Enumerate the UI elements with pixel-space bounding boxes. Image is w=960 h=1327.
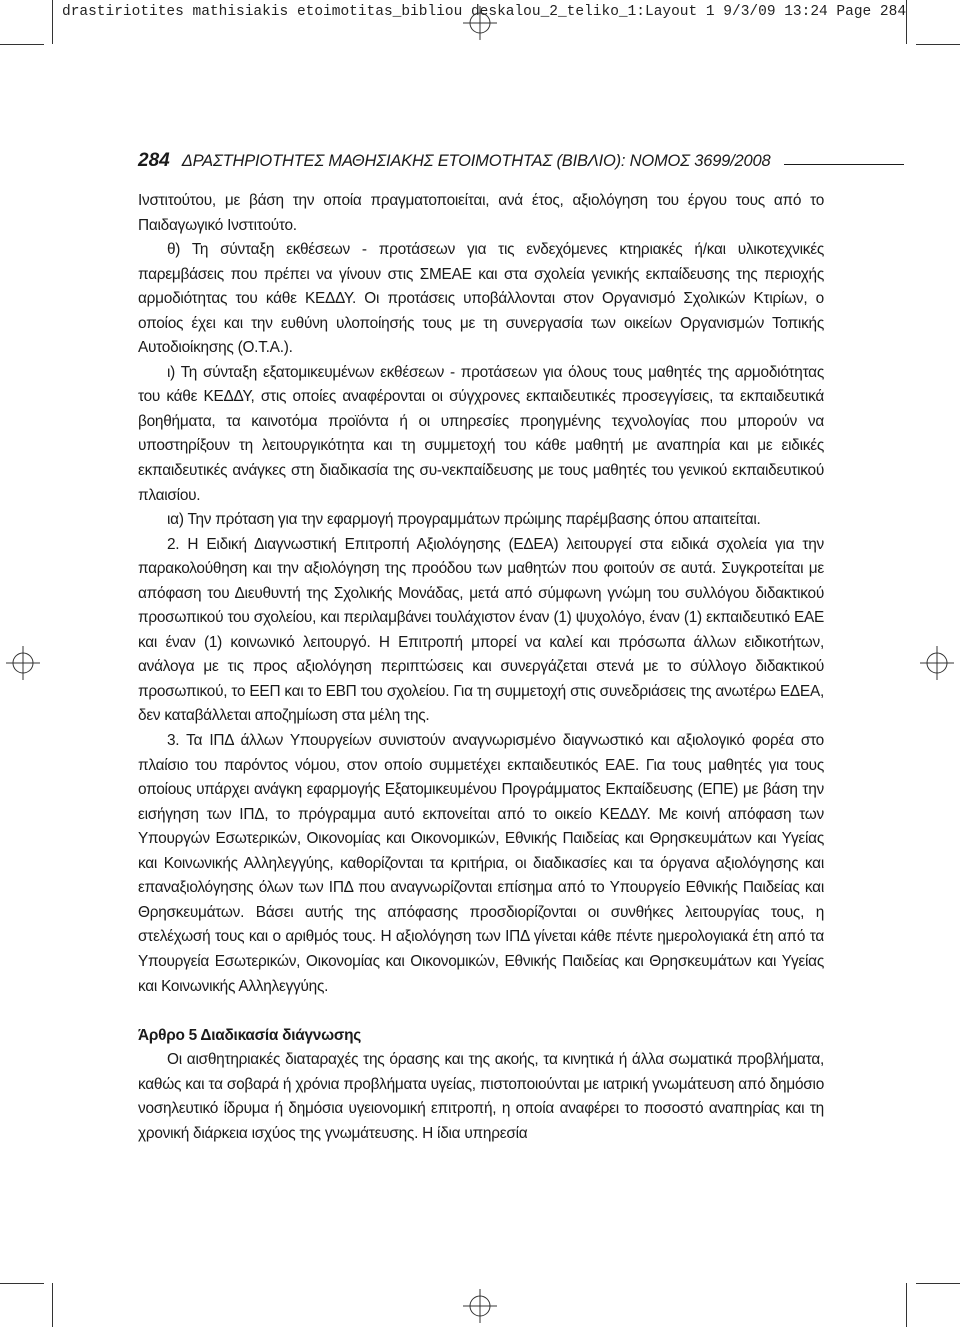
running-header — [138, 149, 904, 173]
crop-mark — [52, 1283, 53, 1327]
paragraph: 2. Η Ειδική Διαγνωστική Επιτροπή Αξιολόγησης (ΕΔΕΑ) λειτουργεί στα ειδικά σχολεία για την παρακολούθηση και την αξιολόγηση της προόδου των μαθητών που φοιτούν σε αυτά. Συγκροτείται με απόφαση του Διευθυντή της Σχολικής Μονάδας, μετά από σύμφωνη γνώμη του συλλόγου διδακτικού προσωπικού του σχολείου, και περιλαμβάνει τουλάχιστον έναν (1) ψυχολόγο, έναν (1) εκπαιδευτικό ΕΑΕ και έναν (1) κοινωνικό λειτουργό. Η Επιτροπή μπορεί να καλεί και πρόσωπα άλλων ειδικοτήτων, ανάλογα με τις προς αξιολόγηση περιπτώσεις και συνεργάζεται στενά με το σύλλογο διδακτικού προσωπικού, το ΕΕΠ και το ΕΒΠ του σχολείου. Για τη συμμετοχή στις συνεδριάσεις της ανωτέρω ΕΔΕΑ, δεν καταβάλλεται αποζημίωση στα μέλη της. — [138, 535, 824, 725]
printer-slug: drastiriotites mathisiakis etoimotitas_bibliou deskalou_2_teliko_1:Layout 1 9/3/09 13:24 Page 284 — [62, 4, 907, 20]
body-text — [138, 189, 824, 1146]
header-title: ΔΡΑΣΤΗΡΙΟΤΗΤΕΣ ΜΑΘΗΣΙΑΚΗΣ ΕΤΟΙΜΟΤΗΤΑΣ (ΒΙΒΛΙΟ): ΝΟΜΟΣ 3699/2008 — [181, 151, 771, 170]
registration-mark-icon — [6, 646, 40, 680]
crop-mark — [916, 1283, 960, 1284]
crop-mark — [916, 44, 960, 45]
crop-mark — [906, 0, 907, 44]
header-rule — [784, 164, 904, 165]
paragraph: ι) Τη σύνταξη εξατομικευμένων εκθέσεων - προτάσεων για όλους τους μαθητές της αρμοδιότητας του κάθε ΚΕΔΔΥ, στις οποίες αναφέρονται οι σύγχρονες εκπαιδευτικές προσεγγίσεις, τα εκπαιδευτικά βοηθήματα, τα καινοτόμα προϊόντα ή οι υπηρεσίες προηγμένης τεχνολογίας που μπορούν να υποστηρίξουν τη λειτουργικότητα και τη συμμετοχή του κάθε μαθητή με αναπηρία και με ειδικές εκπαιδευτικές ανάγκες στη διαδικασία της συ-νεκπαίδευσης με τους μαθητές του γενικού εκπαιδευτικού πλαισίου. — [138, 363, 824, 504]
paragraph: θ) Τη σύνταξη εκθέσεων - προτάσεων για τις ενδεχόμενες κτηριακές ή/και υλικοτεχνικές παρεμβάσεις που πρέπει να γίνουν στις ΣΜΕΑΕ και στα σχολεία γενικής εκπαίδευσης της περιοχής αρμοδιότητας του κάθε ΚΕΔΔΥ. Οι προτάσεις υποβάλλονται στον Οργανισμό Σχολικών Κτιρίων, ο οποίος έχει και την ευθύνη υλοποίησής τους με τη συνεργασία των οικείων Οργανισμών Τοπικής Αυτοδιοίκησης (Ο.Τ.Α.). — [138, 241, 824, 357]
paragraph: Ινστιτούτου, με βάση την οποία πραγματοποιείται, ανά έτος, αξιολόγηση του έργου τους από το Παιδαγωγικό Ινστιτούτο. — [138, 192, 824, 234]
article-heading: Άρθρο 5 Διαδικασία διάγνωσης — [138, 1026, 362, 1044]
crop-mark — [906, 1283, 907, 1327]
crop-mark — [52, 0, 53, 44]
registration-mark-icon — [463, 6, 497, 40]
registration-mark-icon — [463, 1289, 497, 1323]
article-paragraph: Οι αισθητηριακές διαταραχές της όρασης και της ακοής, τα κινητικά ή άλλα σωματικά προβλήματα, καθώς και τα σοβαρά ή χρόνια προβλήματα υγείας, πιστοποιούνται με ιατρική γνωμάτευση από δημόσιο νοσηλευτικό ίδρυμα ή δημόσια υγειονομική επιτροπή, η οποία αναφέρει το ποσοστό αναπηρίας και τη χρονική διάρκεια ισχύος της γνωμάτευσης. Η ίδια υπηρεσία — [138, 1051, 824, 1142]
paragraph: 3. Τα ΙΠΔ άλλων Υπουργείων συνιστούν αναγνωρισμένο διαγνωστικό και αξιολογικό φορέα στο πλαίσιο του παρόντος νόμου, στον οποίο συμμετέχει εκπαιδευτικός ΕΑΕ. Για τους μαθητές για τους οποίους υπάρχει ανάγκη εφαρμογής Εξατομικευμένου Προγράμματος Εκπαίδευσης (ΕΠΕ) με βάση την εισήγηση των ΙΠΔ, το πρόγραμμα αυτό εκπονείται από το οικείο ΚΕΔΔΥ. Με κοινή απόφαση των Υπουργών Εσωτερικών, Οικονομίας και Οικονομικών, Εθνικής Παιδείας και Θρησκευμάτων και Υγείας και Κοινωνικής Αλληλεγγύης, καθορίζονται τα κριτήρια, οι διαδικασίες και τα όργανα αξιολόγησης και επαναξιολόγησης όλων των ΙΠΔ που αναγνωρίζονται επίσημα από το Υπουργείο Εθνικής Παιδείας και Θρησκευμάτων. Βάσει αυτής της απόφασης προσδιορίζονται οι συνθήκες λειτουργίας τους, η στελέχωσή τους και ο αριθμός τους. Η αξιολόγηση των ΙΠΔ γίνεται κάθε πέντε ημερολογιακά έτη από τα Υπουργεία Εσωτερικών, Οικονομίας και Οικονομικών, Εθνικής Παιδείας και Θρησκευμάτων και Υγείας και Κοινωνικής Αλληλεγγύης. — [138, 732, 824, 995]
paragraph: ια) Την πρόταση για την εφαρμογή προγραμμάτων πρώιμης παρέμβασης όπου απαιτείται. — [167, 511, 761, 529]
page-number: 284 — [138, 150, 170, 171]
registration-mark-icon — [920, 646, 954, 680]
crop-mark — [0, 44, 44, 45]
crop-mark — [0, 1283, 44, 1284]
